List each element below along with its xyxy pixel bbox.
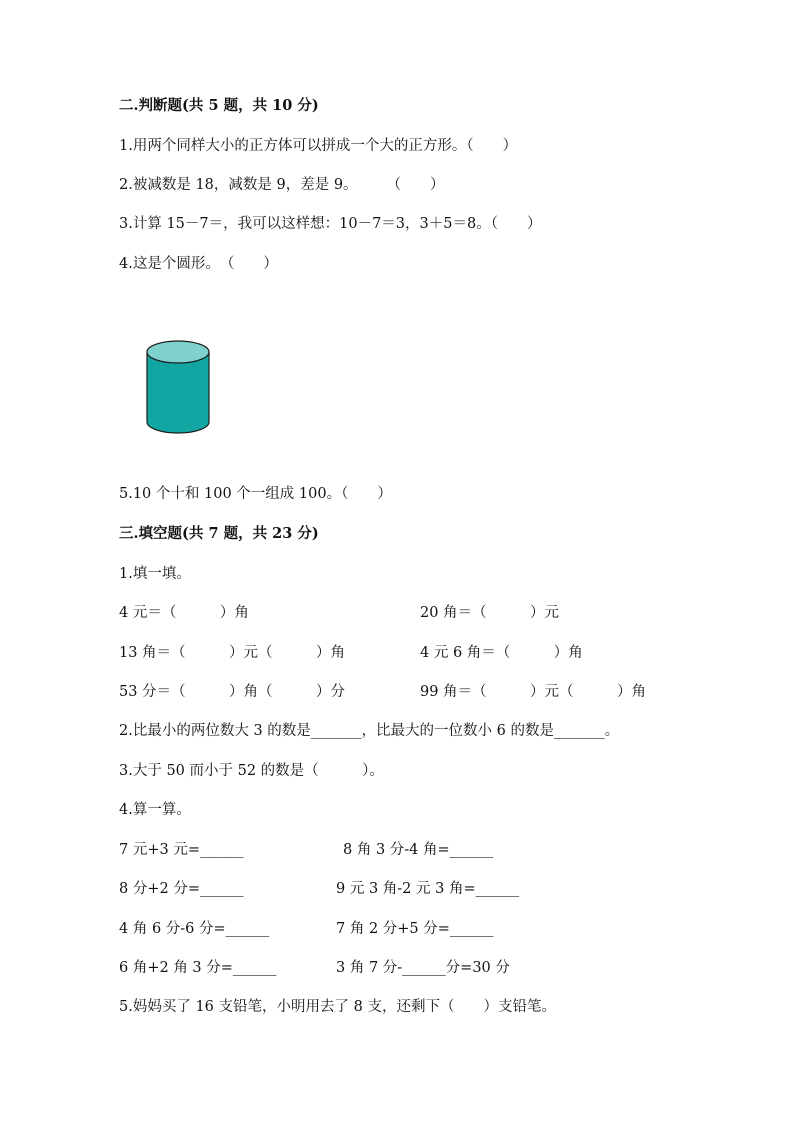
calc-row-4-right: 3 角 7 分-______分=30 分 — [336, 960, 510, 976]
judge-question-5: 5.10 个十和 100 个一组成 100。（ ） — [119, 486, 392, 502]
cylinder-body — [147, 352, 209, 433]
money-row-3-left: 53 分＝（ ）角（ ）分 — [119, 684, 346, 700]
calc-row-4-left: 6 角+2 角 3 分=______ — [119, 960, 277, 976]
calc-row-2-left: 8 分+2 分=______ — [119, 881, 244, 897]
money-row-3-right: 99 角＝（ ）元（ ）角 — [420, 684, 647, 700]
money-row-2-right: 4 元 6 角＝（ ）角 — [420, 645, 583, 661]
money-row-1-left: 4 元＝（ ）角 — [119, 605, 249, 621]
calc-row-2-right: 9 元 3 角-2 元 3 角=______ — [336, 881, 520, 897]
fill-question-5: 5.妈妈买了 16 支铅笔，小明用去了 8 支，还剩下（ ）支铅笔。 — [119, 999, 556, 1015]
calc-row-3-left: 4 角 6 分-6 分=______ — [119, 921, 270, 937]
fill-question-4-label: 4.算一算。 — [119, 802, 191, 818]
calc-row-1-right: 8 角 3 分-4 角=______ — [343, 842, 494, 858]
judge-question-3: 3.计算 15－7＝，我可以这样想：10－7＝3，3＋5＝8。（ ） — [119, 216, 542, 232]
calc-row-1-left: 7 元+3 元=______ — [119, 842, 244, 858]
judge-question-2: 2.被减数是 18，减数是 9，差是 9。 （ ） — [119, 177, 445, 193]
money-row-2-left: 13 角＝（ ）元（ ）角 — [119, 645, 346, 661]
cylinder-top — [147, 341, 209, 363]
cylinder-figure — [145, 339, 211, 437]
section3-title: 三.填空题(共 7 题，共 23 分) — [119, 525, 319, 542]
judge-question-4: 4.这是个圆形。 （ ） — [119, 256, 278, 272]
judge-question-1: 1.用两个同样大小的正方体可以拼成一个大的正方形。（ ） — [119, 138, 518, 154]
money-row-1-right: 20 角＝（ ）元 — [420, 605, 560, 621]
fill-question-3: 3.大于 50 而小于 52 的数是（ ）。 — [119, 763, 384, 779]
fill-question-2: 2.比最小的两位数大 3 的数是_______，比最大的一位数小 6 的数是_______。 — [119, 723, 620, 739]
calc-row-3-right: 7 角 2 分+5 分=______ — [336, 921, 494, 937]
section2-title: 二.判断题(共 5 题，共 10 分) — [119, 97, 319, 114]
fill-question-1-label: 1.填一填。 — [119, 566, 191, 582]
